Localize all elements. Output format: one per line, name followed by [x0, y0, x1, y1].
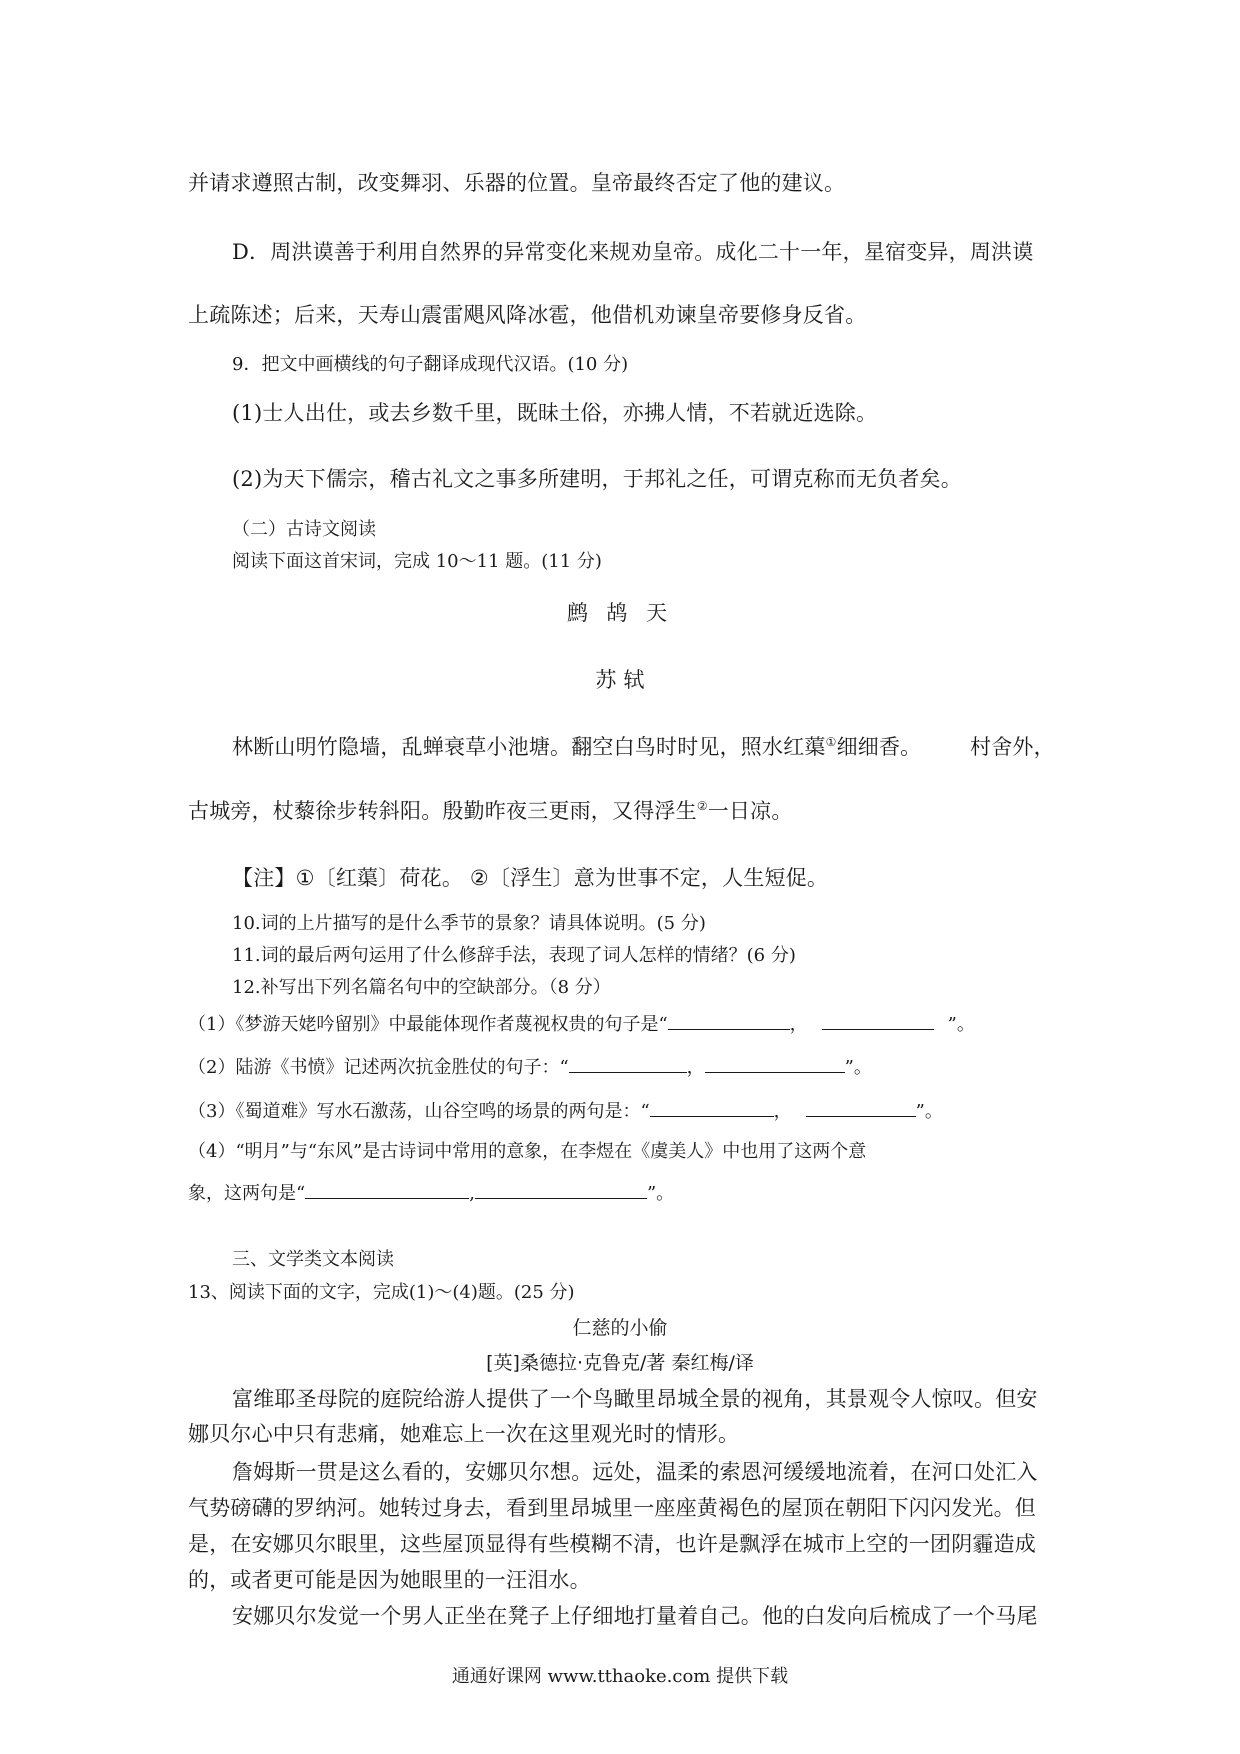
question-12-item-4: （4）“明月”与“东风”是古诗词中常用的意象，在李煜在《虞美人》中也用了这两个意: [188, 1141, 867, 1162]
closing-quote: ”。: [844, 1057, 872, 1078]
passage-line: 并请求遵照古制，改变舞羽、乐器的位置。皇帝最终否定了他的建议。: [188, 171, 846, 195]
question-9-item-2: (2)为天下儒宗，稽古礼文之事多所建明，于邦礼之任，可谓克称而无负者矣。: [232, 467, 962, 491]
question-11: 11.词的最后两句运用了什么修辞手法，表现了词人怎样的情绪？(6 分): [232, 945, 796, 966]
poem-line-end: 村舍外，: [970, 735, 1055, 759]
question-9-item-1: (1)士人出仕，或去乡数千里，既昧土俗，亦拂人情，不若就近选除。: [232, 401, 878, 425]
question-12-item-1: [188, 1011, 975, 1036]
story-paragraph-line: 气势磅礴的罗纳河。她转过身去，看到里昂城里一座座黄褐色的屋顶在朝阳下闪闪发光。但: [188, 1496, 1036, 1520]
answer-blank[interactable]: [822, 1011, 934, 1030]
story-paragraph-line: 詹姆斯一贯是这么看的，安娜贝尔想。远处，温柔的索恩河缓缓地流着，在河口处汇入: [232, 1460, 1038, 1484]
answer-blank[interactable]: [668, 1011, 790, 1030]
poem-author: 苏 轼: [595, 668, 645, 692]
story-byline: [英]桑德拉·克鲁克/著 秦红梅/译: [486, 1352, 754, 1374]
section-heading: 三、文学类文本阅读: [232, 1249, 394, 1270]
question-12-item-3: [188, 1098, 943, 1123]
closing-quote: ”。: [915, 1101, 943, 1122]
poem-line: [188, 799, 793, 824]
poem-text: 细细香。: [836, 735, 922, 759]
poem-text: 一日凉。: [707, 799, 793, 823]
page-footer: 通通好课网 www.tthaoke.com 提供下载: [451, 1666, 789, 1687]
footnote-mark: ①: [825, 735, 837, 749]
question-10: 10.词的上片描写的是什么季节的景象？请具体说明。(5 分): [232, 913, 706, 934]
separator: ，: [773, 1101, 792, 1122]
story-paragraph-line: 的，或者更可能是因为她眼里的一汪泪水。: [188, 1568, 591, 1592]
poem-text: 林断山明竹隐墙，乱蝉衰草小池塘。翻空白鸟时时见，照水红蕖: [232, 735, 826, 759]
section-intro: 阅读下面这首宋词，完成 10～11 题。(11 分): [232, 551, 602, 572]
poem-text: 古城旁，杖藜徐步转斜阳。殷勤昨夜三更雨，又得浮生: [188, 799, 697, 823]
answer-blank[interactable]: [305, 1180, 469, 1199]
poem-note: 【注】①〔红蕖〕荷花。 ②〔浮生〕意为世事不定，人生短促。: [232, 866, 829, 890]
story-paragraph-line: 是，在安娜贝尔眼里，这些屋顶显得有些模糊不清，也许是飘浮在城市上空的一团阴霾造成: [188, 1532, 1036, 1556]
question-13: 13、阅读下面的文字，完成(1)～(4)题。(25 分): [188, 1282, 575, 1303]
section-heading: （二）古诗文阅读: [232, 519, 376, 540]
option-d-line: D．周洪谟善于利用自然界的异常变化来规劝皇帝。成化二十一年，星宿变异，周洪谟: [232, 240, 1034, 264]
poem-title: 鹧 鸪 天: [566, 601, 674, 625]
prompt: （2）陆游《书愤》记述两次抗金胜仗的句子：“: [188, 1057, 569, 1078]
closing-quote: ”。: [646, 1183, 675, 1204]
prompt: （1）《梦游天姥吟留别》中最能体现作者蔑视权贵的句子是“: [188, 1014, 668, 1035]
prompt: （3）《蜀道难》写水石激荡，山谷空鸣的场景的两句是：“: [188, 1101, 650, 1122]
answer-blank[interactable]: [806, 1098, 916, 1117]
question-12: 12.补写出下列名篇名句中的空缺部分。（8 分）: [232, 977, 611, 998]
option-d-line: 上疏陈述；后来，天寿山震雷飓风降冰雹，他借机劝谏皇帝要修身反省。: [188, 303, 867, 327]
separator: ，: [789, 1014, 808, 1035]
story-title: 仁慈的小偷: [572, 1317, 668, 1339]
story-paragraph-line: 安娜贝尔发觉一个男人正坐在凳子上仔细地打量着自己。他的白发向后梳成了一个马尾: [232, 1604, 1038, 1628]
story-paragraph-line: 富维耶圣母院的庭院给游人提供了一个鸟瞰里昂城全景的视角，其景观令人惊叹。但安: [232, 1387, 1038, 1411]
separator: ，: [686, 1057, 705, 1078]
prompt: 象，这两句是“: [188, 1183, 306, 1204]
poem-line: [232, 735, 921, 760]
answer-blank[interactable]: [569, 1054, 687, 1073]
answer-blank[interactable]: [705, 1054, 845, 1073]
answer-blank[interactable]: [475, 1180, 647, 1199]
answer-blank[interactable]: [650, 1098, 774, 1117]
story-paragraph-line: 娜贝尔心中只有悲痛，她难忘上一次在这里观光时的情形。: [188, 1422, 740, 1446]
footnote-mark: ②: [696, 799, 708, 813]
separator: ,: [469, 1183, 475, 1204]
question-12-item-4-cont: [188, 1180, 674, 1205]
question-12-item-2: [188, 1054, 872, 1079]
question-9: 9．把文中画横线的句子翻译成现代汉语。(10 分): [232, 354, 629, 375]
closing-quote: ”。: [947, 1014, 975, 1035]
